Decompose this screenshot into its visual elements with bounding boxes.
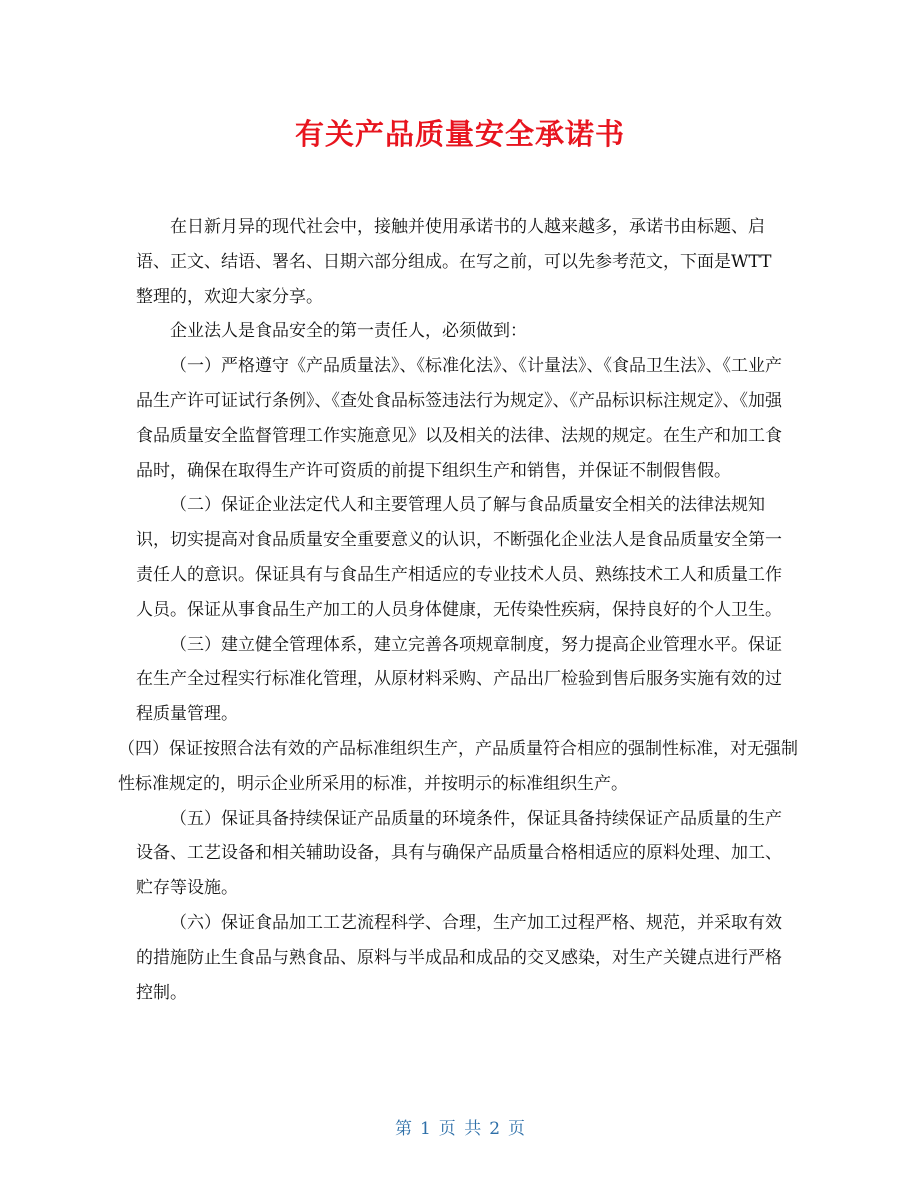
document-body xyxy=(118,210,798,1010)
paragraph-lead: 企业法人是食品安全的第一责任人，必须做到： xyxy=(170,321,527,342)
footer-suffix: 页 xyxy=(508,1119,526,1139)
paragraph-item-4: （四）保证按照合法有效的产品标准组织生产，产品质量符合相应的强制性标准，对无强制性标准规定的，明示企业所采用的标准，并按明示的标准组织生产。 xyxy=(118,738,798,794)
paragraph-item-1: （一）严格遵守《产品质量法》、《标准化法》、《计量法》、《食品卫生法》、《工业产品生产许可证试行条例》、《查处食品标签违法行为规定》、《产品标识标注规定》、《加强食品质量安全监督管理工作实施意见》以及相关的法律、法规的规定。在生产和加工食品时，确保在取得生产许可资质的前提下组织生产和销售，并保证不制假售假。 xyxy=(136,356,782,481)
paragraph-item-6: （六）保证食品加工工艺流程科学、合理，生产加工过程严格、规范，并采取有效的措施防止生食品与熟食品、原料与半成品和成品的交叉感染，对生产关键点进行严格控制。 xyxy=(136,912,782,1003)
paragraph-item-2: （二）保证企业法定代人和主要管理人员了解与食品质量安全相关的法律法规知识，切实提高对食品质量安全重要意义的认识，不断强化企业法人是食品质量安全第一责任人的意识。保证具有与食品生产相适应的专业技术人员、熟练技术工人和质量工作人员。保证从事食品生产加工的人员身体健康，无传染性疾病，保持良好的个人卫生。 xyxy=(136,495,782,620)
footer-total-pages: 2 xyxy=(489,1119,501,1139)
footer-current-page: 1 xyxy=(419,1119,431,1139)
footer-prefix: 第 xyxy=(394,1119,412,1139)
page-footer xyxy=(0,1114,920,1139)
paragraph-item-3: （三）建立健全管理体系，建立完善各项规章制度，努力提高企业管理水平。保证在生产全过程实行标准化管理，从原材料采购、产品出厂检验到售后服务实施有效的过程质量管理。 xyxy=(136,634,782,725)
footer-middle: 页 共 xyxy=(438,1119,482,1139)
document-title: 有关产品质量安全承诺书 xyxy=(294,117,625,151)
paragraph-intro: 在日新月异的现代社会中，接触并使用承诺书的人越来越多，承诺书由标题、启语、正文、结语、署名、日期六部分组成。在写之前，可以先参考范文，下面是WTT整理的，欢迎大家分享。 xyxy=(136,217,772,307)
paragraph-item-5: （五）保证具备持续保证产品质量的环境条件，保证具备持续保证产品质量的生产设备、工艺设备和相关辅助设备，具有与确保产品质量合格相适应的原料处理、加工、贮存等设施。 xyxy=(136,808,782,899)
